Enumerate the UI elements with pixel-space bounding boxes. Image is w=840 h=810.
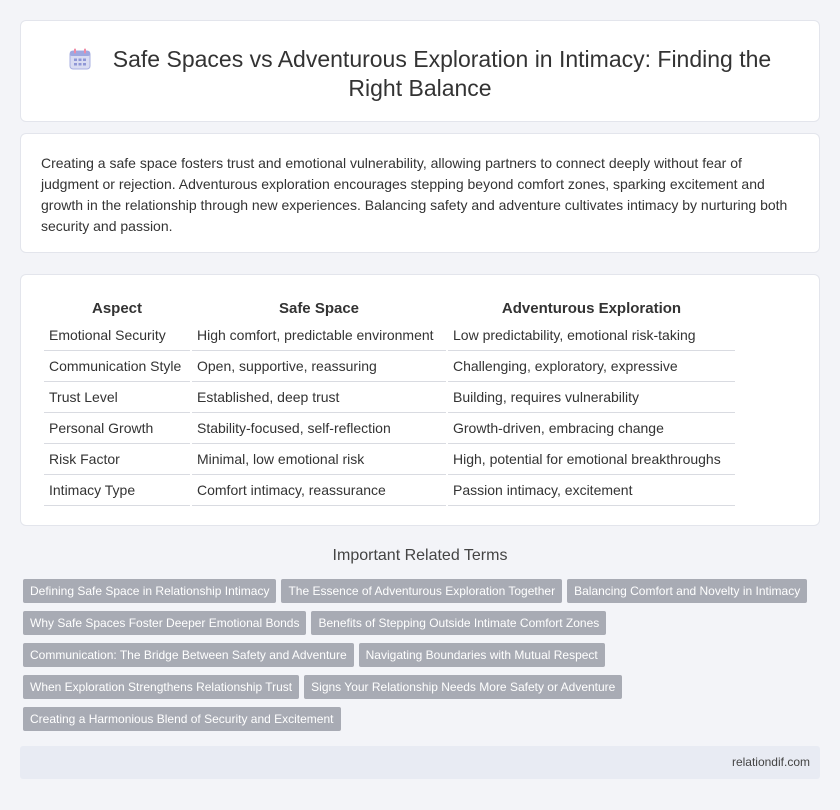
table-cell: High comfort, predictable environment: [192, 320, 446, 351]
table-cell: High, potential for emotional breakthroughs: [448, 444, 735, 475]
column-header-aspect: Aspect: [91, 300, 143, 317]
page-title: Safe Spaces vs Adventurous Exploration in Intimacy: Finding the Right Balance: [112, 46, 772, 101]
table-cell: Intimacy Type: [44, 475, 190, 506]
comparison-table: [42, 295, 737, 506]
related-term-tag[interactable]: Navigating Boundaries with Mutual Respect: [359, 643, 605, 667]
table-cell: Open, supportive, reassuring: [192, 351, 446, 382]
footer: [20, 746, 820, 779]
table-cell: Minimal, low emotional risk: [192, 444, 446, 475]
table-row: [44, 413, 735, 444]
table-row: [44, 320, 735, 351]
table-row: [44, 444, 735, 475]
page-title-wrap: [61, 45, 779, 103]
comparison-card: [20, 274, 820, 526]
site-link[interactable]: relationdif.com: [731, 755, 810, 769]
table-cell: Risk Factor: [44, 444, 190, 475]
table-row: [44, 351, 735, 382]
related-term-tag[interactable]: Balancing Comfort and Novelty in Intimacy: [567, 579, 807, 603]
column-header-adventurous: Adventurous Exploration: [501, 300, 682, 317]
table-cell: Emotional Security: [44, 320, 190, 351]
related-term-tag[interactable]: Defining Safe Space in Relationship Intimacy: [23, 579, 276, 603]
table-cell: Comfort intimacy, reassurance: [192, 475, 446, 506]
table-cell: Growth-driven, embracing change: [448, 413, 735, 444]
table-cell: Passion intimacy, excitement: [448, 475, 735, 506]
table-cell: Communication Style: [44, 351, 190, 382]
related-term-tag[interactable]: Why Safe Spaces Foster Deeper Emotional Bonds: [23, 611, 306, 635]
table-cell: Low predictability, emotional risk-taking: [448, 320, 735, 351]
related-term-tag[interactable]: Creating a Harmonious Blend of Security and Excitement: [23, 707, 341, 731]
table-header-row: [44, 295, 735, 320]
calendar-icon: [69, 48, 91, 70]
table-cell: Trust Level: [44, 382, 190, 413]
table-cell: Established, deep trust: [192, 382, 446, 413]
related-term-tag[interactable]: Signs Your Relationship Needs More Safety or Adventure: [304, 675, 622, 699]
related-term-tag[interactable]: Benefits of Stepping Outside Intimate Comfort Zones: [311, 611, 606, 635]
column-header-safe-space: Safe Space: [278, 300, 360, 317]
table-cell: Building, requires vulnerability: [448, 382, 735, 413]
related-term-tag[interactable]: When Exploration Strengthens Relationship Trust: [23, 675, 299, 699]
related-terms-list: [23, 579, 823, 739]
intro-card: [20, 133, 820, 253]
related-terms-heading: Important Related Terms: [332, 547, 508, 564]
related-term-tag[interactable]: The Essence of Adventurous Exploration Together: [281, 579, 562, 603]
title-card: [20, 20, 820, 122]
table-row: [44, 475, 735, 506]
table-cell: Challenging, exploratory, expressive: [448, 351, 735, 382]
table-cell: Stability-focused, self-reflection: [192, 413, 446, 444]
table-cell: Personal Growth: [44, 413, 190, 444]
intro-paragraph: Creating a safe space fosters trust and emotional vulnerability, allowing partners to connect deeply without fear of judgment or rejection. Adventurous exploration encourages stepping beyond comfort zones, sparking excitement and growth in the relationship through new experiences. Balancing safety and adventure cultivates intimacy by nurturing both security and passion.: [41, 155, 788, 234]
related-term-tag[interactable]: Communication: The Bridge Between Safety and Adventure: [23, 643, 354, 667]
table-row: [44, 382, 735, 413]
